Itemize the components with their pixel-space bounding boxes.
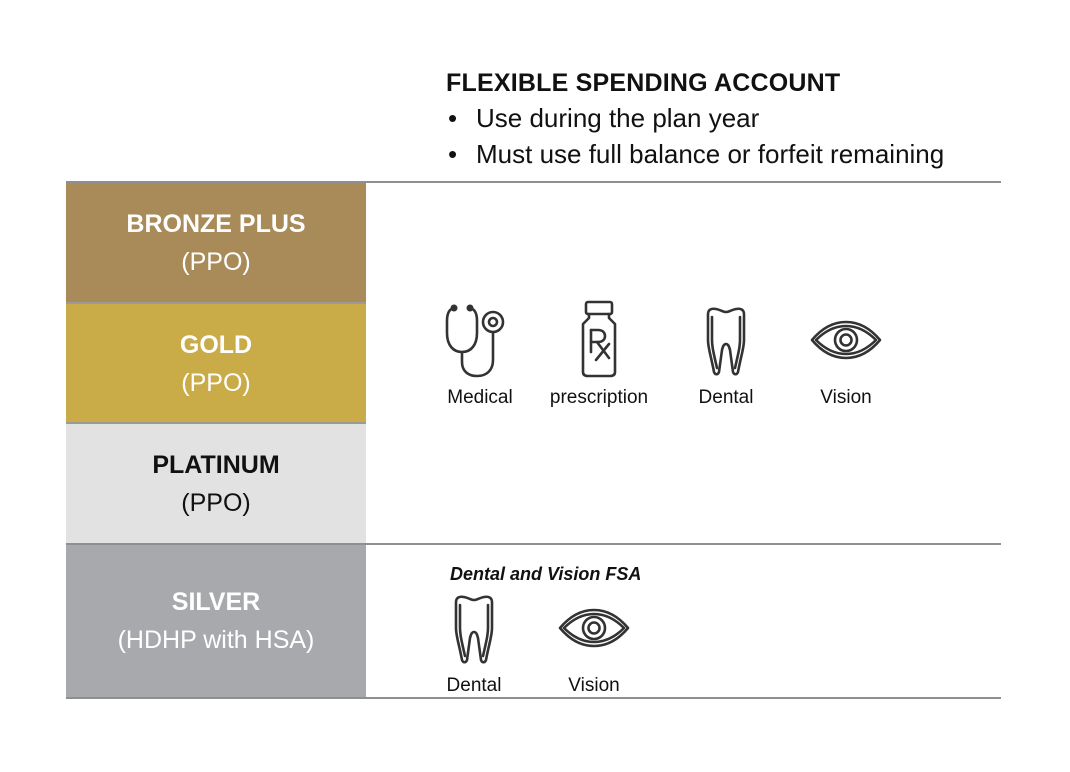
tier-gold: [66, 304, 366, 423]
fsa-title: FLEXIBLE SPENDING ACCOUNT: [446, 69, 841, 97]
coverage-label: Vision: [820, 387, 872, 408]
coverage-label: Dental: [698, 387, 754, 408]
limited-fsa-subtitle: Dental and Vision FSA: [450, 564, 642, 584]
coverage-label: prescription: [549, 387, 649, 408]
stethoscope-icon: [440, 300, 520, 380]
coverage-vision: [554, 588, 634, 698]
coverage-dental: [686, 300, 766, 410]
coverage-label: Medical: [447, 387, 513, 408]
tier-type: (PPO): [181, 488, 251, 517]
tier-name: SILVER: [171, 588, 261, 616]
coverage-label: Vision: [568, 675, 620, 696]
divider-bottom: [66, 697, 1001, 699]
tier-platinum: [66, 424, 366, 543]
tier-type: (HDHP with HSA): [117, 626, 315, 654]
tier-type: (PPO): [181, 368, 251, 397]
prescription-bottle-icon: [559, 300, 639, 380]
tier-bronze-plus: [66, 183, 366, 303]
tier-name: BRONZE PLUS: [126, 210, 306, 238]
fsa-bullet: • Must use full balance or forfeit remaining: [446, 136, 1046, 172]
coverage-medical: [440, 300, 520, 410]
eye-icon: [554, 588, 634, 668]
tier-name: PLATINUM: [152, 450, 280, 479]
tier-type: (PPO): [181, 248, 251, 276]
tier-name: GOLD: [179, 330, 253, 359]
tier-silver: [66, 545, 366, 697]
eye-icon: [806, 300, 886, 380]
coverage-prescription: [549, 300, 649, 410]
fsa-header: [446, 66, 1046, 172]
coverage-vision: [806, 300, 886, 410]
tooth-icon: [686, 300, 766, 380]
coverage-label: Dental: [446, 675, 502, 696]
tooth-icon: [434, 588, 514, 668]
fsa-bullet-list: [446, 100, 1046, 172]
coverage-dental: [434, 588, 514, 698]
fsa-bullet: • Use during the plan year: [446, 100, 1046, 136]
